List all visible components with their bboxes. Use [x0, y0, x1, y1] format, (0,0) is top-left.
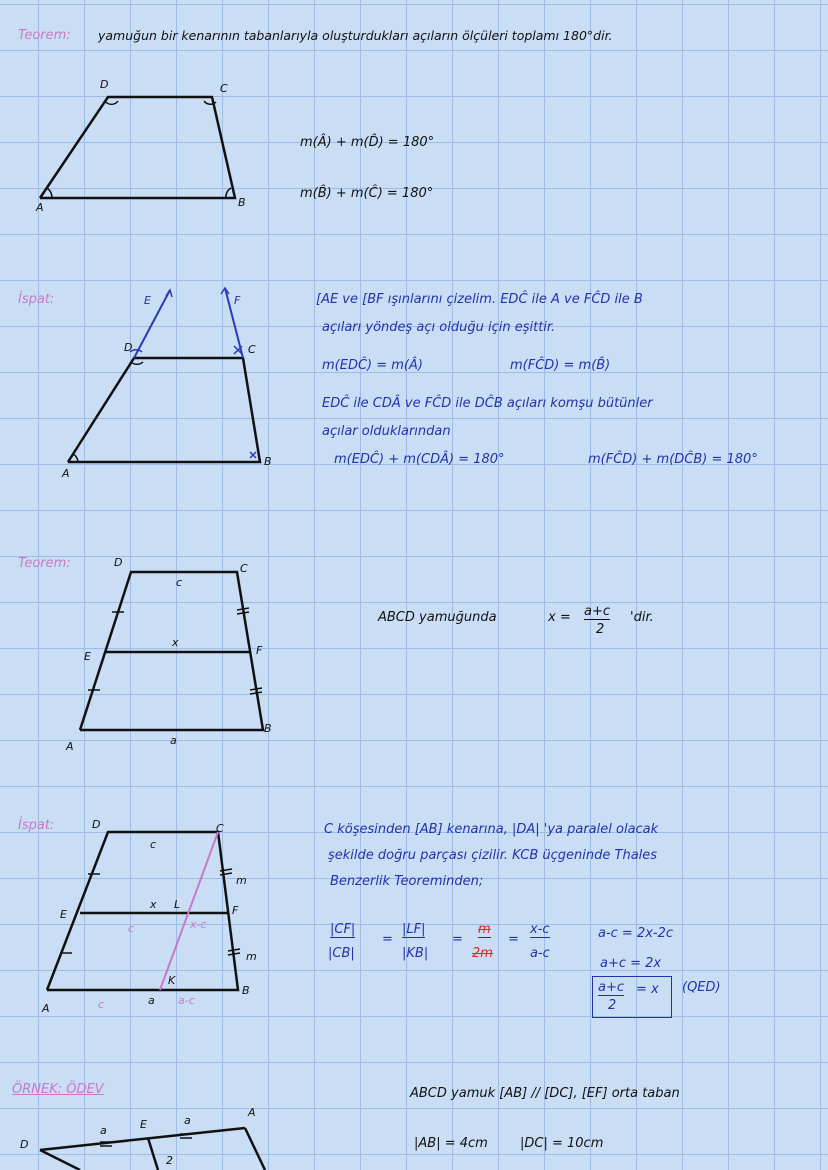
fig2-label-d: D [124, 341, 133, 354]
proof2-result1: a-c = 2x-2c [598, 926, 674, 941]
fig5-label-a1: a [100, 1124, 107, 1137]
fig4-label-d: D [92, 818, 101, 831]
proof2-frac1-num: |CF| [330, 922, 356, 937]
theorem2-formula-x: x = [548, 610, 571, 625]
fig3-label-c: C [240, 562, 248, 575]
proof2-frac3-den: 2m [472, 946, 493, 961]
proof2-frac3-num: m [478, 922, 491, 937]
figure5-partial [40, 1128, 265, 1170]
proof2-eq1: = [382, 932, 393, 947]
fig5-label-2: 2 [166, 1154, 173, 1167]
theorem2-formula-num: a+c [584, 604, 611, 619]
fig1-label-d: D [100, 78, 109, 91]
fig5-label-a: A [248, 1106, 256, 1119]
example-line2a: |AB| = 4cm [414, 1136, 488, 1151]
fig5-label-e: E [140, 1118, 147, 1131]
fig4-label-e: E [60, 908, 67, 921]
fig4-label-f: F [232, 904, 239, 917]
fig4-label-x: x [150, 898, 157, 911]
proof2-frac2-den: |KB| [402, 946, 429, 961]
fig1-label-b: B [238, 196, 246, 209]
proof2-line2: şekilde doğru parçası çizilir. KCB üçgeninde Thales [328, 848, 658, 863]
fig4-label-ac: a-c [178, 994, 195, 1007]
fig3-label-b: B [264, 722, 272, 735]
fig2-label-c: C [248, 343, 256, 356]
fig2-label-e: E [144, 294, 151, 307]
proof2-line1: C köşesinden [AB] kenarına, |DA| 'ya paralel olacak [324, 822, 659, 837]
fig3-label-e: E [84, 650, 91, 663]
theorem2-formula-suffix: 'dir. [630, 610, 654, 625]
figure2-trapezoid [68, 288, 260, 462]
fig1-label-c: C [220, 82, 228, 95]
proof1-eq-bottom-left: m(EDĈ) + m(CDÂ) = 180° [334, 452, 505, 467]
proof2-result3-num: a+c [598, 980, 625, 995]
fig4-label-c-top: c [150, 838, 157, 851]
example-line1: ABCD yamuk [AB] // [DC], [EF] orta taban [410, 1086, 680, 1101]
theorem1-eq1: m(Â) + m(D̂) = 180° [300, 135, 435, 150]
fig2-label-b: B [264, 455, 272, 468]
proof2-result3-den: 2 [608, 998, 617, 1013]
fig3-label-c-side: c [176, 576, 183, 589]
proof2-frac1-den: |CB| [328, 946, 355, 961]
fig4-label-xc: x-c [190, 918, 207, 931]
figure4-trapezoid [47, 832, 240, 990]
fig2-label-a: A [62, 467, 70, 480]
proof1-eq-left: m(EDĈ) = m(Â) [322, 358, 423, 373]
proof2-eq2: = [452, 932, 463, 947]
fig4-label-b: B [242, 984, 250, 997]
proof2-line3: Benzerlik Teoreminden; [330, 874, 484, 889]
fig5-label-d: D [20, 1138, 29, 1151]
example-line2b: |DC| = 10cm [520, 1136, 604, 1151]
proof1-label: İspat: [18, 292, 55, 307]
theorem1-text: yamuğun bir kenarının tabanlarıyla oluşturdukları açıların ölçüleri toplamı 180°dir. [98, 28, 613, 43]
fig3-label-f: F [256, 644, 263, 657]
proof1-eq-right: m(FĈD) = m(B̂) [510, 358, 611, 373]
fig4-label-m2: m [246, 950, 257, 963]
fig3-label-a-side: a [170, 734, 177, 747]
proof2-frac4-den: a-c [530, 946, 550, 961]
fig4-label-c-mid: c [128, 922, 135, 935]
proof1-line4: açılar olduklarından [322, 424, 451, 439]
proof2-eq3: = [508, 932, 519, 947]
figure1-trapezoid [40, 97, 235, 198]
theorem2-formula-den: 2 [596, 622, 605, 637]
example-label: ÖRNEK: ÖDEV [12, 1082, 104, 1097]
fig4-label-a: A [42, 1002, 50, 1015]
fig4-label-l: L [174, 898, 181, 911]
fig5-label-a2: a [184, 1114, 191, 1127]
proof1-line3: EDĈ ile CDÂ ve FĈD ile DĈB açıları komşu bütünler [322, 396, 653, 411]
proof2-label: İspat: [18, 818, 55, 833]
proof1-line2: açıları yöndeş açı olduğu için eşittir. [322, 320, 556, 335]
fig1-label-a: A [36, 201, 44, 214]
fig3-label-d: D [114, 556, 123, 569]
proof2-result2: a+c = 2x [600, 956, 662, 971]
theorem2-text: ABCD yamuğunda [378, 610, 497, 625]
proof2-qed: (QED) [682, 980, 721, 995]
proof2-frac4-num: x-c [530, 922, 550, 937]
proof1-eq-bottom-right: m(FĈD) + m(DĈB) = 180° [588, 452, 758, 467]
fig2-label-f: F [234, 294, 241, 307]
theorem1-label: Teorem: [18, 28, 71, 43]
theorem1-eq2: m(B̂) + m(Ĉ) = 180° [300, 186, 434, 201]
fig4-label-m1: m [236, 874, 247, 887]
fig4-label-c-bottom: c [98, 998, 105, 1011]
fig4-label-a: a [148, 994, 155, 1007]
proof2-result3-suffix: = x [636, 982, 659, 997]
theorem2-label: Teorem: [18, 556, 71, 571]
figure3-trapezoid [80, 572, 263, 730]
fig4-label-k: K [168, 974, 176, 987]
proof1-line1: [AE ve [BF ışınlarını çizelim. EDĈ ile A ve FĈD ile B [316, 292, 643, 307]
proof2-frac2-num: |LF| [402, 922, 426, 937]
fig3-label-x: x [172, 636, 179, 649]
fig4-label-c: C [216, 822, 224, 835]
fig3-label-a: A [66, 740, 74, 753]
